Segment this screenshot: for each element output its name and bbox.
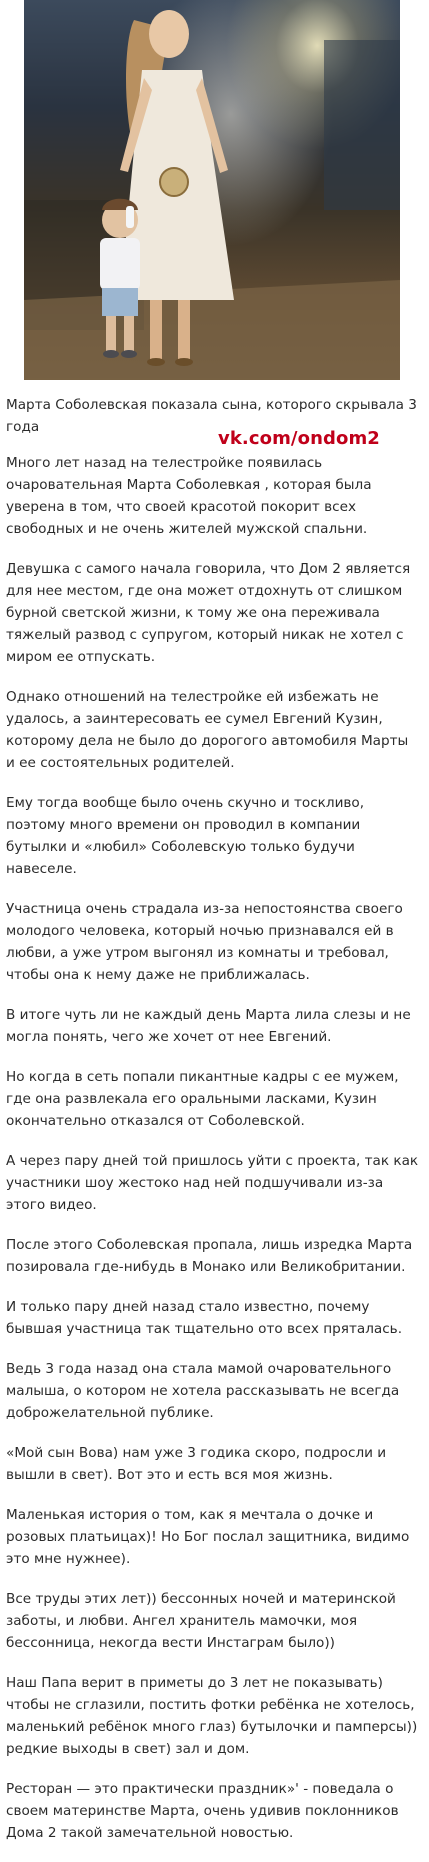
article-paragraph: Маленькая история о том, как я мечтала о дочке и розовых платьицах)! Но Бог послал защитника, видимо это мне нужнее).: [6, 1507, 410, 1567]
watermark-text: vk.com/ondom2: [218, 428, 380, 449]
article-paragraph: Наш Папа верит в приметы до 3 лет не показывать) чтобы не сглазили, постить фотки ребёнка не хотелось, маленький ребёнок много глаз) бутылочки и памперсы)) редкие выходы в свет) зал и дом.: [6, 1675, 418, 1757]
article-paragraph: И только пару дней назад стало известно, почему бывшая участница так тщательно ото всех пряталась.: [6, 1299, 403, 1337]
article-paragraph: Много лет назад на телестройке появилась очаровательная Марта Соболевкая , которая была уверена в том, что своей красотой покорит всех свободных и не очень жителей мужской спальни.: [6, 455, 372, 537]
photo-illustration: [24, 0, 400, 380]
article-paragraph: Однако отношений на телестройке ей избежать не удалось, а заинтересовать ее сумел Евгений Кузин, которому дела не было до дорогого автомобиля Марты и ее состоятельных родителей.: [6, 689, 409, 771]
article-paragraph: Но когда в сеть попали пикантные кадры с ее мужем, где она развлекала его оральными ласками, Кузин окончательно отказался от Соболевской.: [6, 1069, 399, 1129]
article-paragraph: А через пару дней той пришлось уйти с проекта, так как участники шоу жестоко над ней подшучивали из-за этого видео.: [6, 1153, 419, 1213]
article-paragraph: После этого Соболевская пропала, лишь изредка Марта позировала где-нибудь в Монако или Великобритании.: [6, 1237, 413, 1275]
article-paragraph: В итоге чуть ли не каждый день Марта лила слезы и не могла понять, чего же хочет от нее Евгений.: [6, 1007, 411, 1045]
article-paragraph: Все труды этих лет)) бессонных ночей и материнской заботы, и любви. Ангел хранитель мамочки, моя бессонница, некогда вести Инстаграм было)): [6, 1591, 396, 1651]
article-paragraph: Ведь 3 года назад она стала мамой очаровательного малыша, о котором не хотела рассказывать не всегда доброжелательной публике.: [6, 1361, 400, 1421]
article-body: [6, 452, 421, 1862]
article-paragraph: Девушка с самого начала говорила, что Дом 2 является для нее местом, где она может отдохнуть от слишком бурной светской жизни, к тому же она переживала тяжелый развод с супругом, который никак не хотел с миром ее отпускать.: [6, 561, 411, 665]
article-paragraph: Участница очень страдала из-за непостоянства своего молодого человека, который ночью признавался ей в любви, а уже утром выгонял из комнаты и требовал, чтобы она к нему даже не приближалась.: [6, 901, 403, 983]
article-paragraph: Ресторан — это практически праздник»' - поведала о своем материнстве Марта, очень удивив поклонников Дома 2 такой замечательной новостью.: [6, 1781, 399, 1841]
article-paragraph: Ему тогда вообще было очень скучно и тоскливо, поэтому много времени он проводил в компании бутылки и «любил» Соболевскую только будучи навеселе.: [6, 795, 365, 877]
article-paragraph: «Мой сын Вова) нам уже 3 годика скоро, подросли и вышли в свет). Вот это и есть вся моя жизнь.: [6, 1445, 387, 1483]
photo-caption: Марта Соболевская показала сына, которого скрывала 3 года: [6, 397, 417, 435]
article-photo: [24, 0, 400, 380]
